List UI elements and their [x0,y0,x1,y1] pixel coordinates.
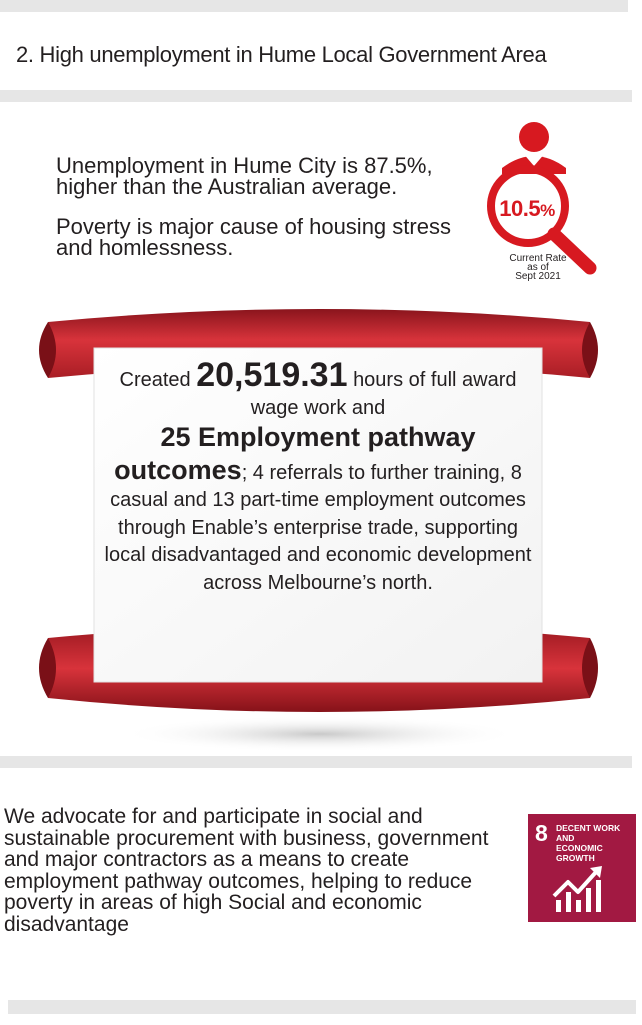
unemployment-rate-graphic [478,118,598,288]
outcomes-scroll-banner [0,300,642,760]
outcomes-text [100,356,536,597]
poverty-text: Poverty is major cause of housing stress and homlessness. [56,214,451,260]
outcomes-details: ; 4 referrals to further training, 8 casual and 13 part-time employment outcomes through Enable’s enterprise trade, supporting local disadvantaged and economic development across Melbourne’s north. [104,461,532,594]
rate-caption [488,254,588,281]
sdg-title [556,823,634,863]
sdg-number: 8 [535,820,548,846]
sdg-title-line1: DECENT WORK AND [556,823,621,843]
rate-caption-line1: Current Rate [509,253,567,264]
rate-unit: % [540,201,555,220]
top-divider [0,0,628,12]
unemployment-rate-value [484,196,570,222]
sdg-goal-8-tile [528,814,636,922]
hours-label: hours of full award wage work and [250,369,517,419]
pathway-outcomes-label: 25 Employment pathway outcomes [114,422,476,485]
rate-caption-line3: Sept 2021 [515,271,561,282]
advocacy-statement: We advocate for and participate in social and sustainable procurement with business, government and major contractors as a means to create employment pathway outcomes, helping to reduce poverty in areas of high Social and economic disadvantage [4,805,489,936]
hours-value: 20,519.31 [196,356,348,394]
growth-chart-icon [550,860,612,912]
unemployment-text: Unemployment in Hume City is 87.5%, higher than the Australian average. [56,153,433,199]
bottom-divider [8,1000,636,1014]
section-divider-1 [0,90,632,102]
section-heading: 2. High unemployment in Hume Local Government Area [16,42,547,67]
created-label: Created [119,369,191,391]
rate-number: 10.5 [499,196,541,221]
sdg-title-line2: ECONOMIC GROWTH [556,843,603,863]
rate-caption-line2: as of [527,262,549,273]
